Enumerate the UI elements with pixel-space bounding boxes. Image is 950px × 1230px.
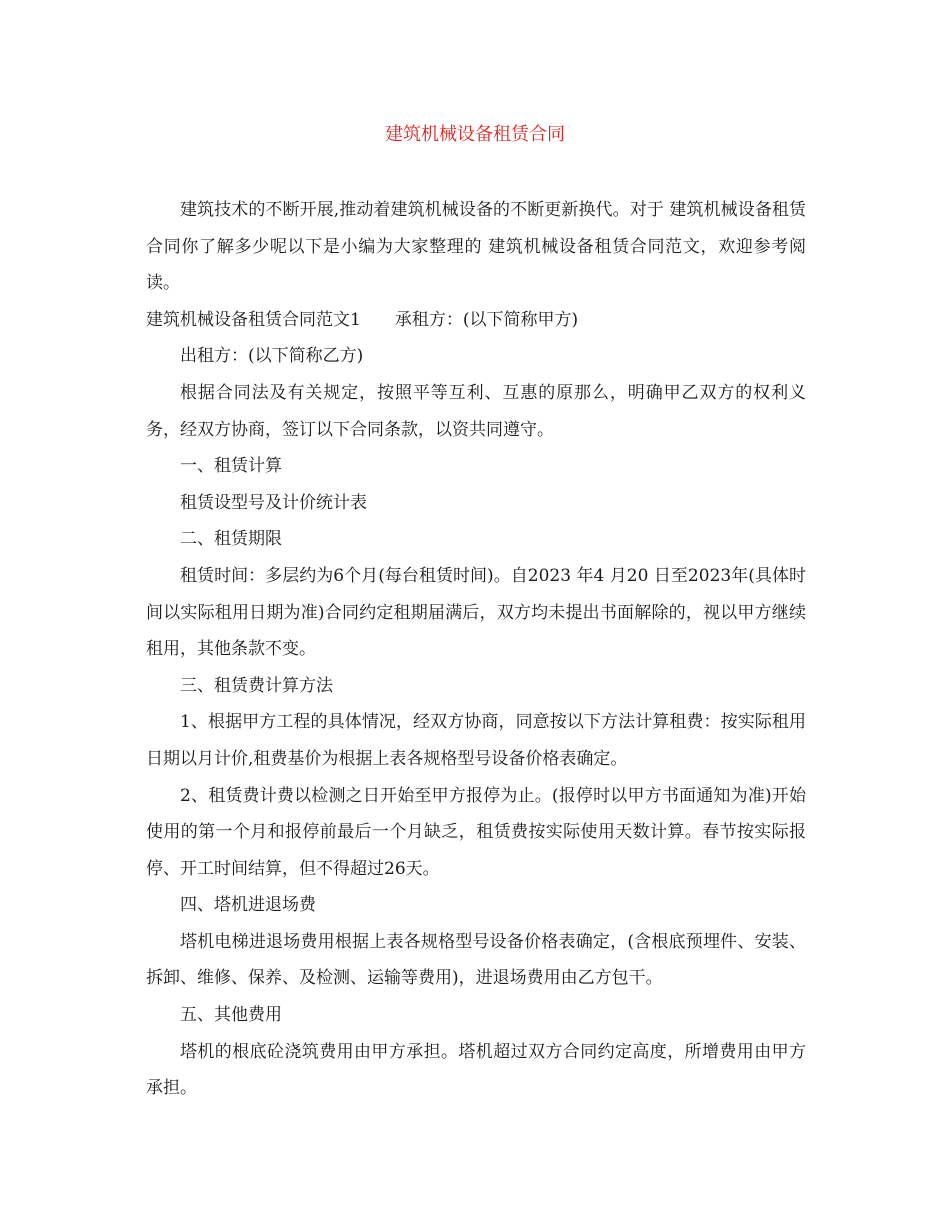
section-1-title: 一、租赁计算 — [180, 456, 282, 477]
sample-heading-line — [146, 302, 806, 339]
section-5-title: 五、其他费用 — [180, 1005, 282, 1026]
section-3-item-1: 1、根据甲方工程的具体情况，经双方协商，同意按以下方法计算租费：按实际租用日期以月计价,租费基价为根据上表各规格型号设备价格表确定。 — [146, 712, 806, 769]
intro-paragraph: 建筑技术的不断开展,推动着建筑机械设备的不断更新换代。对于 建筑机械设备租赁合同你了解多少呢以下是小编为大家整理的 建筑机械设备租赁合同范文，欢迎参考阅读。 — [146, 200, 806, 294]
section-2-text: 租赁时间：多层约为6个月(每台租赁时间)。自2023 年4 月20 日至2023年(具体时间以实际租用日期为准)合同约定租期届满后，双方均未提出书面解除的，视以甲方继续租用，其他条款不变。 — [146, 565, 806, 660]
lessee-line: 承租方：(以下简称甲方) — [394, 309, 579, 330]
section-3-item-2: 2、租赁费计费以检测之日开始至甲方报停为止。(报停时以甲方书面通知为准)开始使用的第一个月和报停前最后一个月缺乏，租赁费按实际使用天数计算。春节按实际报停、开工时间结算，但不得超过26天。 — [146, 785, 806, 879]
section-3-title: 三、租赁费计算方法 — [180, 675, 333, 696]
document-title: 建筑机械设备租赁合同 — [385, 124, 565, 145]
sample-heading: 建筑机械设备租赁合同范文1 — [146, 309, 361, 330]
section-2-title: 二、租赁期限 — [180, 529, 282, 550]
lessor-line: 出租方：(以下简称乙方) — [180, 346, 364, 367]
preamble-paragraph: 根据合同法及有关规定，按照平等互利、互惠的原那么，明确甲乙双方的权利义务，经双方协商，签订以下合同条款，以资共同遵守。 — [146, 382, 806, 440]
document-body — [146, 192, 806, 1107]
section-1-text: 租赁设型号及计价统计表 — [180, 492, 367, 513]
section-5-text: 塔机的根底砼浇筑费用由甲方承担。塔机超过双方合同约定高度，所增费用由甲方承担。 — [146, 1041, 806, 1099]
section-4-title: 四、塔机进退场费 — [180, 895, 316, 916]
section-4-text: 塔机电梯进退场费用根据上表各规格型号设备价格表确定，(含根底预埋件、安装、拆卸、维修、保养、及检测、运输等费用)，进退场费用由乙方包干。 — [146, 931, 806, 989]
